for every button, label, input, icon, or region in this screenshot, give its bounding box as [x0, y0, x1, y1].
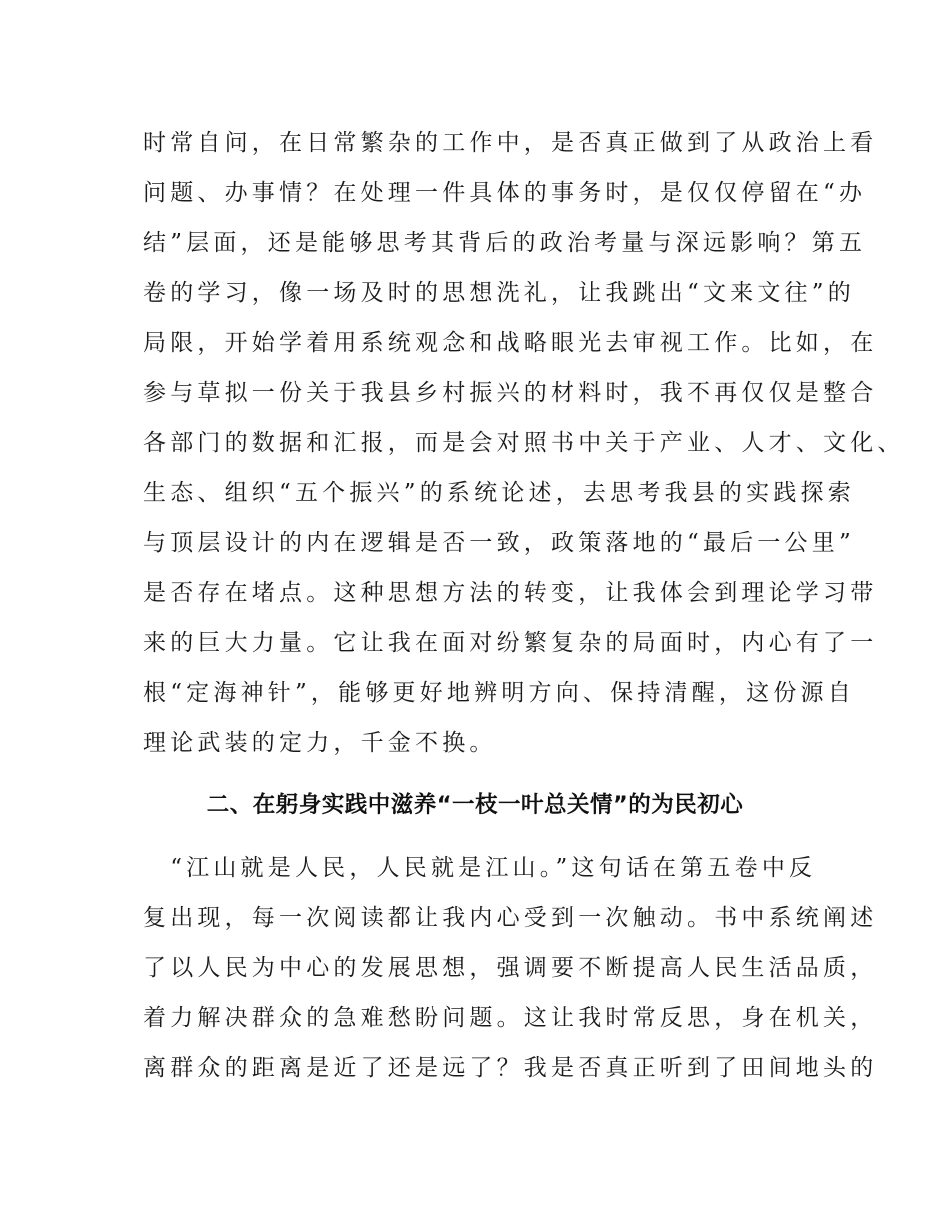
paragraph-line: 根“定海神针”，能够更好地辨明方向、保持清醒，这份源自 — [143, 680, 855, 706]
paragraph-line: 生态、组织“五个振兴”的系统论述，去思考我县的实践探索 — [143, 480, 855, 506]
paragraph-line: 参与草拟一份关于我县乡村振兴的材料时，我不再仅仅是整合 — [143, 380, 878, 406]
paragraph-line: 卷的学习，像一场及时的思想洗礼，让我跳出“文来文往”的 — [143, 280, 855, 306]
paragraph-line: 时常自问，在日常繁杂的工作中，是否真正做到了从政治上看 — [143, 130, 878, 156]
paragraph-line: 各部门的数据和汇报，而是会对照书中关于产业、人才、文化、 — [143, 430, 905, 456]
paragraph-line: 理论武装的定力，千金不换。 — [143, 730, 497, 756]
paragraph-line: 复出现，每一次阅读都让我内心受到一次触动。书中系统阐述 — [143, 905, 878, 931]
paragraph-line: 问题、办事情？在处理一件具体的事务时，是仅仅停留在“办 — [143, 180, 867, 206]
paragraph-line: 是否存在堵点。这种思想方法的转变，让我体会到理论学习带 — [143, 580, 878, 606]
paragraph-line: 与顶层设计的内在逻辑是否一致，政策落地的“最后一公里” — [143, 530, 855, 556]
paragraph-line: 局限，开始学着用系统观念和战略眼光去审视工作。比如，在 — [143, 330, 878, 356]
paragraph-line: 来的巨大力量。它让我在面对纷繁复杂的局面时，内心有了一 — [143, 630, 878, 656]
paragraph-line: “江山就是人民，人民就是江山。”这句话在第五卷中反 — [143, 855, 817, 881]
paragraph-line: 结”层面，还是能够思考其背后的政治考量与深远影响？第五 — [143, 230, 867, 256]
paragraph-line: 了以人民为中心的发展思想，强调要不断提高人民生活品质， — [143, 955, 878, 981]
section-heading: 二、在躬身实践中滋养“一枝一叶总关情”的为民初心 — [206, 792, 744, 818]
paragraph-line: 离群众的距离是近了还是远了？我是否真正听到了田间地头的 — [143, 1055, 878, 1081]
paragraph-line: 着力解决群众的急难愁盼问题。这让我时常反思，身在机关， — [143, 1005, 878, 1031]
